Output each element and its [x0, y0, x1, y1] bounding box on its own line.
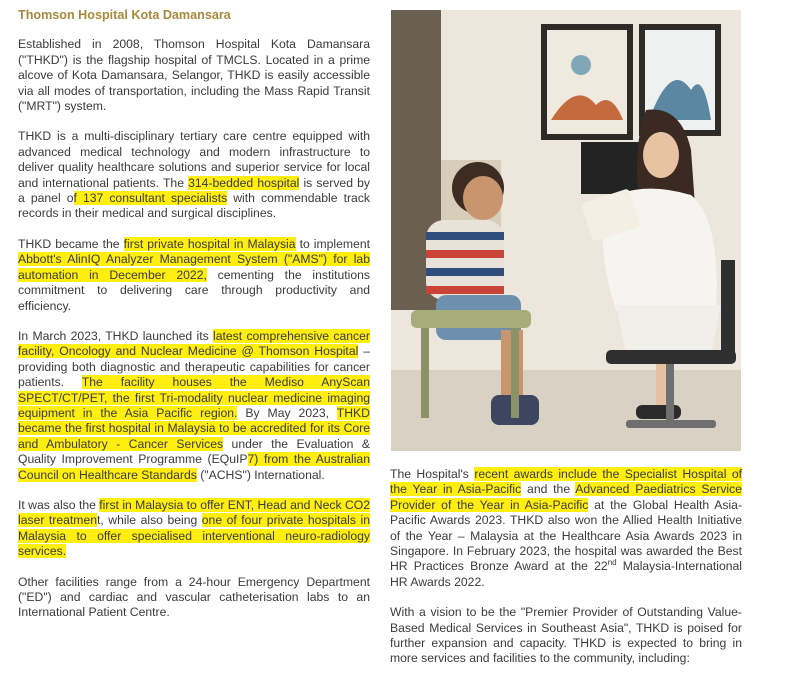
highlighted-text: one of four private hospitals in Malaysia to offer specialised interventional neuro-radiology services. — [18, 513, 370, 559]
highlighted-text: Advanced Paediatrics Service Provider of the Year in Asia-Pacific — [390, 482, 742, 512]
highlighted-text: The facility houses the Mediso AnyScan SPECT/CT/PET, the first Tri-modality nuclear medicine imaging equipment in the Asia Pacific region. — [18, 375, 370, 420]
paragraph-ent-neuroradiology — [18, 498, 370, 560]
left-column — [18, 8, 370, 636]
highlighted-text: recent awards include the Specialist Hospital of the Year in Asia-Pacific — [390, 467, 742, 497]
body-text: and the — [521, 482, 576, 497]
highlighted-text: Abbott's AlinIQ Analyzer Management System ("AMS") for lab automation in December 2022, — [18, 252, 370, 282]
highlighted-text: 314-bedded hospital — [188, 175, 300, 190]
body-text: Malaysia-International HR Awards 2022. — [390, 559, 742, 589]
highlighted-text: f 137 consultant specialists — [73, 191, 228, 206]
highlighted-text: latest comprehensive cancer facility, Oncology and Nuclear Medicine @ Thomson Hospital — [18, 328, 370, 359]
body-text: nd — [607, 558, 617, 568]
paragraph-other-facilities — [18, 575, 370, 621]
body-text: ("ACHS") International. — [196, 467, 325, 482]
paragraph-lab-automation — [18, 237, 370, 314]
paragraph-vision — [390, 605, 742, 667]
highlighted-text: first in Malaysia to offer ENT, Head and Neck CO2 laser treatmen — [18, 497, 371, 528]
body-text: The Hospital's — [390, 467, 475, 481]
body-text: with commendable track records in their medical and surgical disciplines. — [18, 191, 371, 221]
highlighted-text: 7) from the Australian Council on Healthcare Standards — [18, 452, 370, 482]
section-heading: Thomson Hospital Kota Damansara — [18, 8, 231, 22]
body-text: By May 2023, — [237, 405, 337, 420]
paragraph-oncology — [18, 329, 370, 483]
body-text: – providing both diagnostic and therapeutic capabilities for cancer patients. — [18, 344, 371, 390]
body-text: cementing the institutions commitment to delivering care through productivity and efficiency. — [18, 267, 370, 313]
highlighted-text: THKD became the first hospital in Malaysia to be accredited for its Core and Ambulatory - Cancer Services — [18, 405, 370, 451]
paragraph-awards — [390, 467, 742, 590]
highlighted-text: first private hospital in Malaysia — [123, 236, 296, 251]
body-text: under the Evaluation & Quality Improvement Programme (EQuIP — [18, 436, 370, 467]
paragraph-facility-overview — [18, 129, 370, 221]
body-text: THKD is a multi-disciplinary tertiary care centre equipped with advanced medical technology and modern infrastructure to deliver quality healthcare solutions and superior service for local and international patients. The — [18, 129, 370, 190]
photo-illustration — [391, 10, 741, 451]
body-text: It was also the — [18, 497, 100, 512]
body-text: In March 2023, THKD launched its — [18, 328, 213, 343]
body-text: With a vision to be the "Premier Provider of Outstanding Value-Based Medical Services in Southeast Asia", THKD is poised for further expansion and capacity. THKD is expected to bring in more services and facilities to the community, including: — [390, 605, 742, 666]
body-text: Other facilities range from a 24-hour Emergency Department ("ED") and cardiac and vascular catheterisation labs to an International Patient Centre. — [18, 574, 370, 620]
body-text: at the Global Health Asia-Pacific Awards 2023. THKD also won the Allied Health Initiative of the Year – Malaysia at the Healthcare Asia Awards 2023 in Singapore. In February 2023, the hospital was awarded the Best HR Practices Bronze Award at the 22 — [390, 497, 742, 574]
body-text: t, while also being — [97, 513, 202, 528]
right-column — [390, 467, 742, 682]
doctor-child-photo — [391, 10, 741, 451]
body-text: to implement — [295, 236, 371, 251]
body-text: is served by a panel o — [18, 175, 370, 206]
body-text: Established in 2008, Thomson Hospital Kota Damansara ("THKD") is the flagship hospital of TMCLS. Located in a prime alcove of Kota Damansara, Selangor, THKD is easily accessible via all modes of transportation, including the Mass Rapid Transit ("MRT") system. — [18, 37, 370, 114]
body-text: THKD became the — [18, 236, 124, 251]
paragraph-establishment — [18, 37, 370, 114]
